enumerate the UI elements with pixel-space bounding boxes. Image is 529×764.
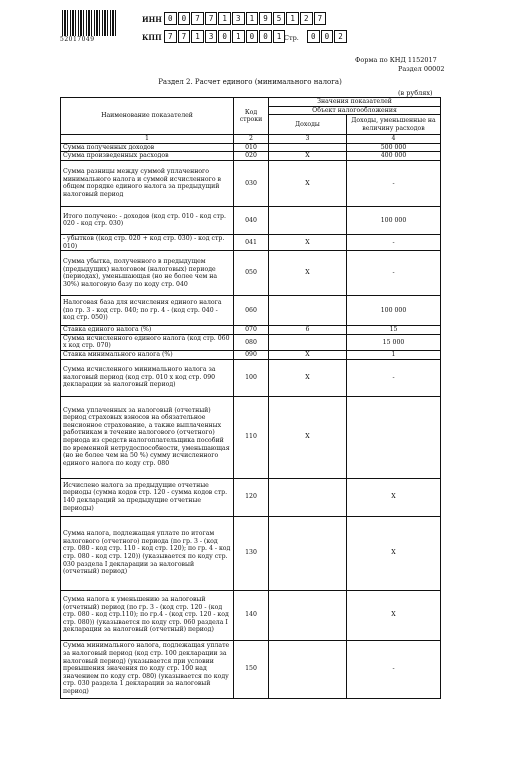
table-row xyxy=(61,234,441,250)
col-values-header: Значения показателей xyxy=(269,98,441,107)
row-income-value: X xyxy=(269,160,347,206)
row-income-exp-value: - xyxy=(347,234,441,250)
inn-cells xyxy=(164,12,327,25)
table-row xyxy=(61,251,441,296)
digit-cell: 5 xyxy=(273,12,286,25)
table-row xyxy=(61,350,441,359)
row-code: 041 xyxy=(234,234,269,250)
form-code: Форма по КНД 1152017 xyxy=(355,56,437,64)
digit-cell: 7 xyxy=(178,30,191,43)
row-income-value: 6 xyxy=(269,326,347,335)
row-code: 150 xyxy=(234,640,269,698)
row-income-exp-value: 1 xyxy=(347,350,441,359)
digit-cell: 7 xyxy=(164,30,177,43)
digit-cell: 1 xyxy=(273,30,286,43)
kpp-label: КПП xyxy=(142,33,162,42)
row-name: Итого получено: - доходов (код стр. 010 - код стр. 020 - код стр. 030) xyxy=(61,206,234,234)
row-income-value: X xyxy=(269,350,347,359)
digit-cell: 3 xyxy=(205,30,218,43)
row-income-exp-value: X xyxy=(347,516,441,590)
row-code: 050 xyxy=(234,251,269,296)
col-name-header: Наименование показателей xyxy=(61,98,234,135)
row-name: Сумма произведенных расходов xyxy=(61,152,234,161)
row-income-value xyxy=(269,206,347,234)
num-col-4: 4 xyxy=(347,135,441,144)
table-row xyxy=(61,326,441,335)
row-code: 130 xyxy=(234,516,269,590)
row-income-value xyxy=(269,478,347,516)
row-name: Ставка единого налога (%) xyxy=(61,326,234,335)
row-income-exp-value: X xyxy=(347,478,441,516)
row-income-value xyxy=(269,143,347,152)
num-col-1: 1 xyxy=(61,135,234,144)
num-col-2: 2 xyxy=(234,135,269,144)
digit-cell: 0 xyxy=(246,30,259,43)
row-name: Сумма исчисленного единого налога (код стр. 060 х код стр. 070) xyxy=(61,334,234,350)
row-code: 020 xyxy=(234,152,269,161)
digit-cell: 1 xyxy=(218,12,231,25)
units-note: (в рублях) xyxy=(398,89,433,97)
row-income-value xyxy=(269,334,347,350)
table-row xyxy=(61,152,441,161)
digit-cell: 7 xyxy=(205,12,218,25)
row-income-exp-value: 500 000 xyxy=(347,143,441,152)
row-name: Налоговая база для исчисления единого налога (по гр. 3 - код стр. 040; по гр. 4 - (код стр. 040 - код стр. 050)) xyxy=(61,296,234,326)
table-row xyxy=(61,359,441,396)
row-income-exp-value: - xyxy=(347,359,441,396)
row-name: Ставка минимального налога (%) xyxy=(61,350,234,359)
row-code: 110 xyxy=(234,396,269,478)
digit-cell: 3 xyxy=(232,12,245,25)
page-label: Стр. xyxy=(284,34,299,42)
row-code: 140 xyxy=(234,590,269,640)
col-income-exp-header: Доходы, уменьшенные на величину расходов xyxy=(347,115,441,135)
row-income-exp-value: 400 000 xyxy=(347,152,441,161)
row-income-exp-value: 100 000 xyxy=(347,206,441,234)
row-name: Сумма налога к уменьшению за налоговый (отчетный) период (по гр. 3 - (код стр. 120 - (код стр. 080 - код стр.110); по гр.4 - (код стр. 120 - код стр. 080)) (указывается по коду стр. 060 раздела I декларации за налоговый (отчетный) период) xyxy=(61,590,234,640)
row-income-exp-value: - xyxy=(347,640,441,698)
digit-cell: 0 xyxy=(218,30,231,43)
row-income-value xyxy=(269,640,347,698)
row-income-value: X xyxy=(269,359,347,396)
section-code: Раздел 00002 xyxy=(398,65,445,73)
num-col-3: 3 xyxy=(269,135,347,144)
row-name: Исчислено налога за предыдущие отчетные периоды (сумма кодов стр. 120 - сумма кодов стр. 140 деклараций за предыдущие отчетные периоды) xyxy=(61,478,234,516)
row-income-exp-value: 100 000 xyxy=(347,296,441,326)
barcode-number: 52017049 xyxy=(60,36,95,43)
table-row xyxy=(61,396,441,478)
row-income-value: X xyxy=(269,396,347,478)
kpp-cells xyxy=(164,30,286,43)
table-row xyxy=(61,640,441,698)
row-income-value xyxy=(269,296,347,326)
table-row xyxy=(61,206,441,234)
digit-cell: 7 xyxy=(314,12,327,25)
row-income-exp-value: - xyxy=(347,160,441,206)
row-code: 090 xyxy=(234,350,269,359)
digit-cell: 0 xyxy=(321,30,334,43)
row-income-value: X xyxy=(269,234,347,250)
table-row xyxy=(61,516,441,590)
row-name: Сумма полученных доходов xyxy=(61,143,234,152)
digit-cell: 7 xyxy=(191,12,204,25)
row-income-value xyxy=(269,590,347,640)
row-income-exp-value: 15 000 xyxy=(347,334,441,350)
digit-cell: 0 xyxy=(259,30,272,43)
table-row xyxy=(61,160,441,206)
table-row xyxy=(61,478,441,516)
digit-cell: 1 xyxy=(246,12,259,25)
digit-cell: 0 xyxy=(178,12,191,25)
row-code: 070 xyxy=(234,326,269,335)
barcode-image xyxy=(62,10,118,36)
row-code: 060 xyxy=(234,296,269,326)
row-income-value: X xyxy=(269,251,347,296)
digit-cell: 2 xyxy=(300,12,313,25)
row-code: 030 xyxy=(234,160,269,206)
table-row xyxy=(61,296,441,326)
col-object-header: Объект налогообложения xyxy=(269,106,441,115)
row-name: Сумма разницы между суммой уплаченного минимального налога и суммой исчисленного в общем порядке единого налога за предыдущий налоговый период xyxy=(61,160,234,206)
digit-cell: 9 xyxy=(259,12,272,25)
row-code: 040 xyxy=(234,206,269,234)
row-name: Сумма убытка, полученного в предыдущем (предыдущих) налоговом (налоговых) периоде (периодах), уменьшающая (но не более чем на 30%) налоговую базу по коду стр. 040 xyxy=(61,251,234,296)
table-row xyxy=(61,590,441,640)
row-name: Сумма уплаченных за налоговый (отчетный) период страховых взносов на обязательное пенсионное страхование, а также выплаченных работникам в течение налогового (отчетного) периода из средств налогоплательщика пособий по временной нетрудоспособности, уменьшающая (но не более чем на 50 %) сумму исчисленного единого налога по коду стр. 080 xyxy=(61,396,234,478)
row-name: Сумма минимального налога, подлежащая уплате за налоговый период (код стр. 100 декларации за налоговый период) (указывается при условии превышения значения по коду стр. 100 над значением по коду стр. 080) (указывается по коду стр. 030 раздела 1 декларации за налоговый период) xyxy=(61,640,234,698)
row-code: 120 xyxy=(234,478,269,516)
row-code: 010 xyxy=(234,143,269,152)
row-name: Сумма налога, подлежащая уплате по итогам налогового (отчетного) периода (по гр. 3 - (код стр. 080 - код стр. 110 - код стр. 120); по гр. 4 - код стр. 080 - код стр. 120)) (указывается по коду стр. 030 раздела I декларации за налоговый (отчетный) период) xyxy=(61,516,234,590)
row-income-value xyxy=(269,516,347,590)
digit-cell: 1 xyxy=(286,12,299,25)
row-income-value: X xyxy=(269,152,347,161)
tax-calculation-table xyxy=(60,97,441,699)
row-income-exp-value: 15 xyxy=(347,326,441,335)
digit-cell: 1 xyxy=(232,30,245,43)
row-income-exp-value: X xyxy=(347,590,441,640)
section-title: Раздел 2. Расчет единого (минимального налога) xyxy=(158,78,342,86)
digit-cell: 1 xyxy=(191,30,204,43)
row-name: - убытков ((код стр. 020 + код стр. 030) - код стр. 010) xyxy=(61,234,234,250)
row-code: 100 xyxy=(234,359,269,396)
row-income-exp-value xyxy=(347,396,441,478)
digit-cell: 2 xyxy=(334,30,347,43)
digit-cell: 0 xyxy=(307,30,320,43)
table-row xyxy=(61,334,441,350)
row-income-exp-value: - xyxy=(347,251,441,296)
col-code-header: Код строки xyxy=(234,98,269,135)
row-code: 080 xyxy=(234,334,269,350)
row-name: Сумма исчисленного минимального налога за налоговый период (код стр. 010 х код стр. 090 декларации за налоговый период) xyxy=(61,359,234,396)
page-cells xyxy=(307,30,348,43)
inn-label: ИНН xyxy=(142,15,162,24)
digit-cell: 0 xyxy=(164,12,177,25)
col-income-header: Доходы xyxy=(269,115,347,135)
table-row xyxy=(61,143,441,152)
